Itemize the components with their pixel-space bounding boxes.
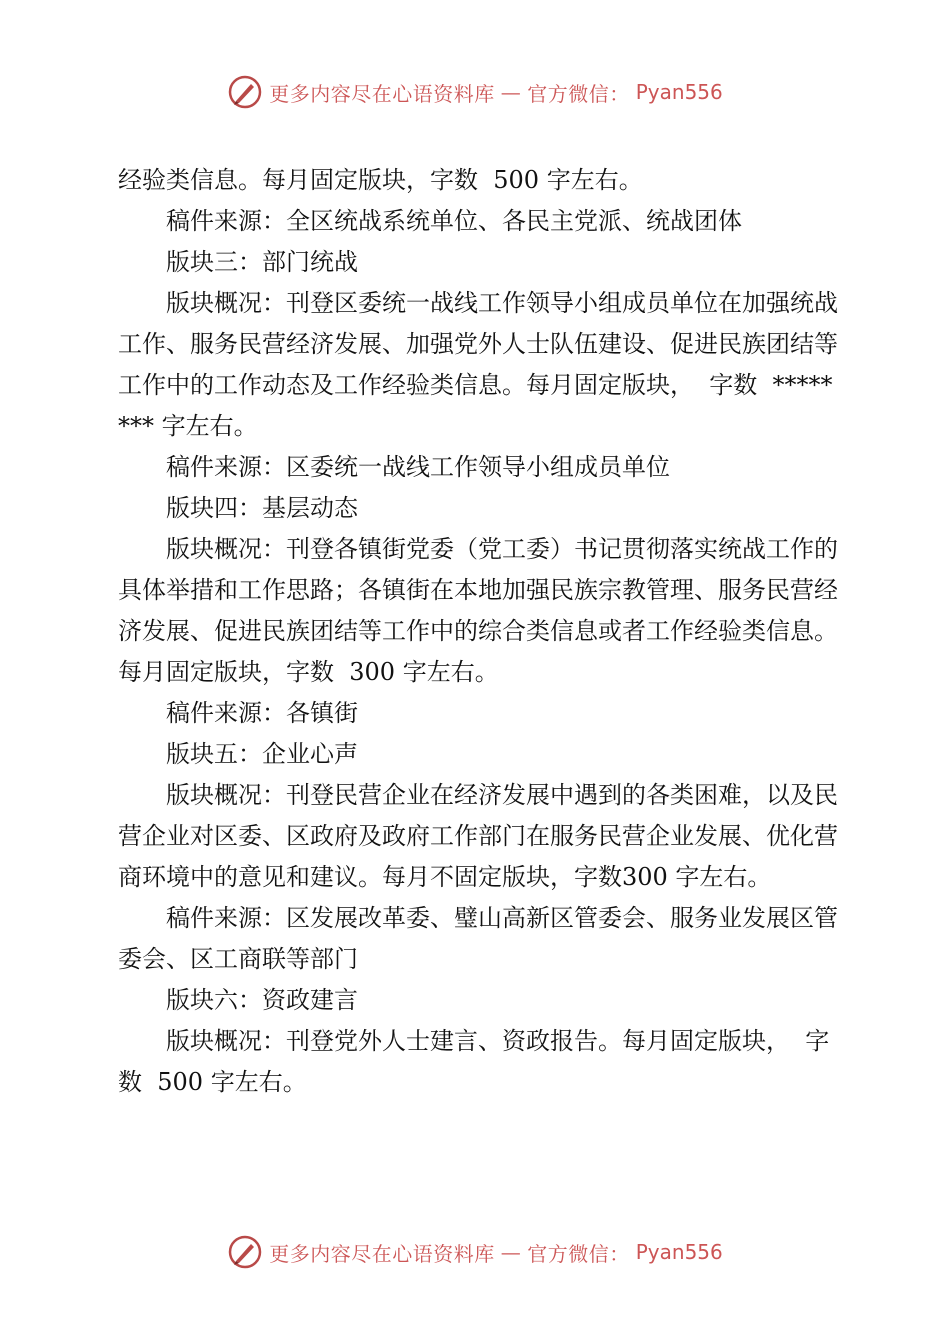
- banner-wechat-id: Pyan556: [635, 1240, 723, 1264]
- paragraph: 稿件来源：区委统一战线工作领导小组成员单位: [166, 453, 670, 481]
- banner-separator: —: [500, 80, 522, 104]
- banner-title: 更多内容尽在心语资料库: [269, 1241, 495, 1266]
- footer-banner: [0, 1230, 950, 1274]
- paragraph: 稿件来源：全区统战系统单位、各民主党派、统战团体: [166, 207, 742, 235]
- banner-wechat-id: Pyan556: [635, 80, 723, 104]
- paragraph: 稿件来源：各镇街: [166, 699, 358, 727]
- paragraph: 稿件来源：区发展改革委、璧山高新区管委会、服务业发展区管委会、区工商联等部门: [118, 904, 838, 973]
- pen-logo-icon: [227, 74, 263, 110]
- paragraph: 经验类信息。每月固定版块，字数 500 字左右。: [118, 166, 643, 194]
- banner-separator: —: [500, 1240, 522, 1264]
- paragraph: 版块概况：刊登区委统一战线工作领导小组成员单位在加强统战工作、服务民营经济发展、加强党外人士队伍建设、促进民族团结等工作中的工作动态及工作经验类信息。每月固定版块， 字数 ******** 字左右。: [118, 289, 838, 440]
- section-heading: 版块四：基层动态: [166, 494, 358, 522]
- section-heading: 版块三：部门统战: [166, 248, 358, 276]
- banner-wechat-label: 官方微信：: [527, 81, 630, 106]
- banner-title: 更多内容尽在心语资料库: [269, 81, 495, 106]
- header-banner: [0, 70, 950, 114]
- section-heading: 版块五：企业心声: [166, 740, 358, 768]
- document-body: [118, 160, 838, 1103]
- section-heading: 版块六：资政建言: [166, 986, 358, 1014]
- banner-wechat-label: 官方微信：: [527, 1241, 630, 1266]
- paragraph: 版块概况：刊登民营企业在经济发展中遇到的各类困难，以及民营企业对区委、区政府及政府工作部门在服务民营企业发展、优化营商环境中的意见和建议。每月不固定版块，字数300 字左右。: [118, 781, 838, 891]
- paragraph: 版块概况：刊登各镇街党委（党工委）书记贯彻落实统战工作的具体举措和工作思路；各镇街在本地加强民族宗教管理、服务民营经济发展、促进民族团结等工作中的综合类信息或者工作经验类信息。每月固定版块，字数 300 字左右。: [118, 535, 838, 686]
- pen-logo-icon: [227, 1234, 263, 1270]
- paragraph: 版块概况：刊登党外人士建言、资政报告。每月固定版块， 字数 500 字左右。: [118, 1027, 830, 1096]
